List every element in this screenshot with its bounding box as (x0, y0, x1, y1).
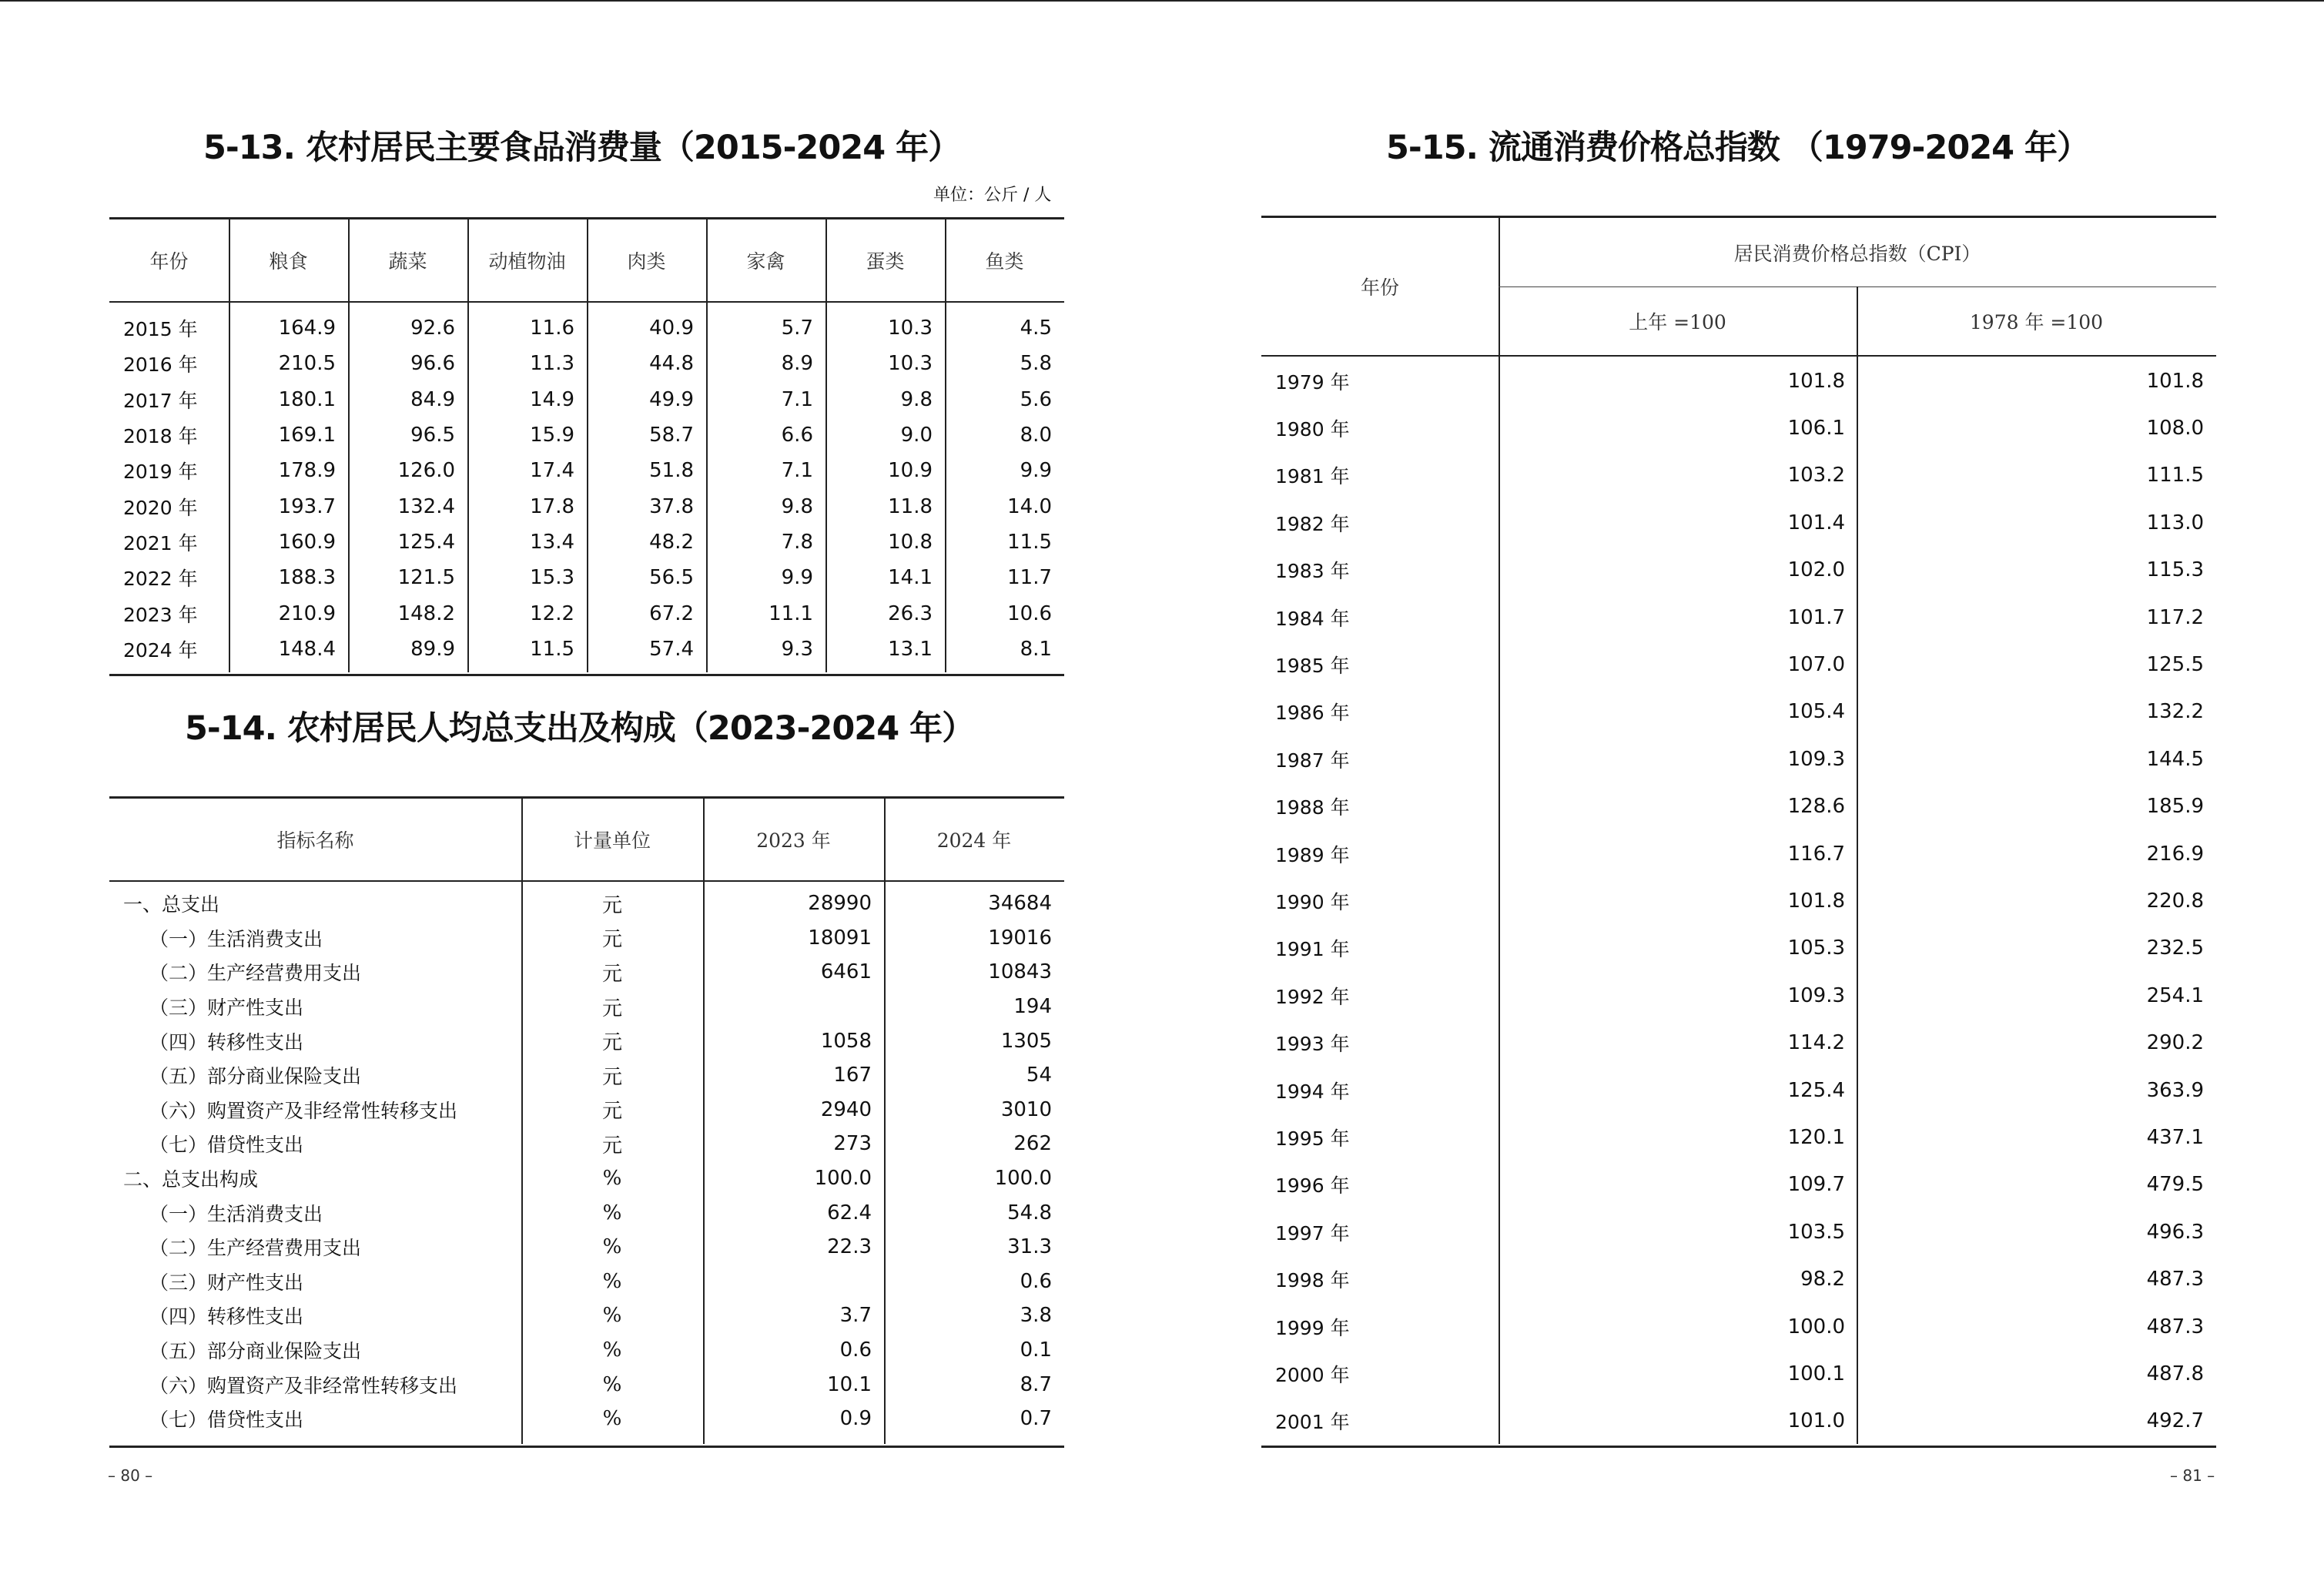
value-cell: 44.8 (649, 352, 694, 376)
unit-cell: 元 (601, 1065, 622, 1089)
value-cell: 9.9 (781, 566, 813, 590)
table-row (1261, 783, 2216, 830)
value-cell: 273 (833, 1132, 872, 1156)
year-cell: 1992 年 (1275, 985, 1350, 1008)
value-cell: 132.2 (2146, 700, 2204, 724)
value-cell: 51.8 (649, 459, 694, 483)
value-cell: 48.2 (649, 530, 694, 554)
column-divider (884, 799, 886, 1444)
value-cell: 109.7 (1787, 1173, 1845, 1197)
value-cell: 19016 (988, 926, 1052, 950)
value-cell: 144.5 (2146, 747, 2204, 771)
value-cell: 62.4 (827, 1201, 872, 1225)
value-cell: 107.0 (1787, 653, 1845, 677)
year-cell: 2022 年 (123, 568, 198, 591)
value-cell: 101.4 (1787, 511, 1845, 534)
value-cell: 14.0 (1007, 494, 1052, 518)
unit-cell: % (602, 1201, 622, 1225)
value-cell: 167 (833, 1064, 872, 1087)
year-cell: 1980 年 (1275, 418, 1350, 441)
unit-cell: 元 (601, 893, 622, 917)
table-row (1261, 1114, 2216, 1161)
table-row (109, 1333, 1064, 1368)
table-row (1261, 594, 2216, 641)
value-cell: 22.3 (827, 1235, 872, 1259)
header-cell: 蛋类 (866, 250, 905, 273)
column-divider (587, 219, 588, 672)
table-row (109, 1367, 1064, 1402)
unit-cell: 元 (601, 1134, 622, 1157)
value-cell: 17.4 (530, 459, 574, 483)
table-row (109, 955, 1064, 990)
indicator-name: （五）部分商业保险支出 (149, 1065, 362, 1088)
value-cell: 0.1 (1020, 1338, 1052, 1362)
value-cell: 9.0 (900, 424, 933, 447)
year-cell: 2024 年 (123, 638, 198, 662)
column-divider (945, 219, 946, 672)
value-cell: 10.1 (827, 1372, 872, 1396)
value-cell: 100.0 (814, 1167, 872, 1191)
indicator-name: （五）部分商业保险支出 (149, 1340, 362, 1363)
value-cell: 0.9 (839, 1407, 872, 1431)
value-cell: 210.9 (278, 601, 336, 625)
table-row (1261, 877, 2216, 924)
table-row (1261, 688, 2216, 735)
indicator-name: （四）转移性支出 (149, 1305, 304, 1328)
table-row (109, 990, 1064, 1024)
value-cell: 17.8 (530, 494, 574, 518)
value-cell: 262 (1013, 1132, 1052, 1156)
value-cell: 210.5 (278, 352, 336, 376)
value-cell: 11.1 (769, 601, 813, 625)
year-cell: 2015 年 (123, 318, 198, 341)
value-cell: 14.9 (530, 387, 574, 411)
header-year: 年份 (1360, 276, 1399, 299)
value-cell: 34684 (988, 892, 1052, 916)
value-cell: 5.6 (1020, 387, 1052, 411)
value-cell: 9.9 (1020, 459, 1052, 483)
column-divider (825, 219, 827, 672)
value-cell: 148.4 (278, 637, 336, 661)
header-cpi-group: 居民消费价格总指数（CPI） (1733, 242, 1981, 265)
value-cell: 0.6 (839, 1338, 872, 1362)
table-5-14-body (109, 882, 1064, 1446)
table-row (1261, 830, 2216, 877)
table-5-14 (109, 796, 1064, 1448)
value-cell: 13.4 (530, 530, 574, 554)
table-row (1261, 1398, 2216, 1445)
value-cell: 220.8 (2146, 889, 2204, 913)
value-cell: 178.9 (278, 459, 336, 483)
value-cell: 54 (1026, 1064, 1052, 1087)
value-cell: 31.3 (1007, 1235, 1052, 1259)
header-cell: 蔬菜 (388, 250, 427, 273)
header-cell: 指标名称 (276, 829, 354, 852)
indicator-name: （一）生活消费支出 (149, 927, 323, 950)
table-row (1261, 641, 2216, 688)
table-5-15-header (1261, 218, 2216, 357)
value-cell: 103.2 (1787, 464, 1845, 487)
unit-cell: % (602, 1338, 622, 1362)
value-cell: 125.4 (1787, 1078, 1845, 1102)
value-cell: 100.0 (994, 1167, 1052, 1191)
value-cell: 3010 (1000, 1097, 1052, 1121)
table-5-15-body (1261, 357, 2216, 1444)
table-row (1261, 452, 2216, 499)
value-cell: 96.5 (410, 424, 455, 447)
table-row (109, 1402, 1064, 1436)
table-row (109, 1058, 1064, 1093)
unit-cell: % (602, 1372, 622, 1396)
table-row (1261, 1208, 2216, 1255)
table-row (109, 1298, 1064, 1333)
value-cell: 492.7 (2146, 1409, 2204, 1433)
value-cell: 101.8 (1787, 889, 1845, 913)
value-cell: 28990 (808, 892, 872, 916)
value-cell: 100.1 (1787, 1362, 1845, 1386)
value-cell: 54.8 (1007, 1201, 1052, 1225)
value-cell: 67.2 (649, 601, 694, 625)
value-cell: 125.4 (397, 530, 455, 554)
value-cell (703, 1265, 872, 1299)
year-cell: 1985 年 (1275, 655, 1350, 678)
value-cell: 7.1 (781, 459, 813, 483)
indicator-name: （一）生活消费支出 (149, 1202, 323, 1225)
value-cell: 5.7 (781, 317, 813, 340)
top-border (0, 0, 2324, 2)
value-cell: 160.9 (278, 530, 336, 554)
year-cell: 2001 年 (1275, 1411, 1350, 1434)
value-cell: 49.9 (649, 387, 694, 411)
table-row (1261, 1020, 2216, 1067)
value-cell: 11.7 (1007, 566, 1052, 590)
value-cell: 185.9 (2146, 795, 2204, 819)
header-base-1978: 1978 年 =100 (1969, 310, 2104, 333)
value-cell: 487.3 (2146, 1315, 2204, 1338)
value-cell: 487.8 (2146, 1362, 2204, 1386)
value-cell: 169.1 (278, 424, 336, 447)
value-cell: 10843 (988, 960, 1052, 984)
unit-cell: % (602, 1235, 622, 1259)
value-cell: 101.0 (1787, 1409, 1845, 1433)
year-cell: 1989 年 (1275, 843, 1350, 866)
value-cell: 15.3 (530, 566, 574, 590)
header-cell: 2023 年 (756, 829, 831, 852)
table-row (1261, 925, 2216, 972)
unit-cell: % (602, 1304, 622, 1328)
year-cell: 1982 年 (1275, 512, 1350, 535)
value-cell: 125.5 (2146, 653, 2204, 677)
value-cell: 132.4 (397, 494, 455, 518)
value-cell (703, 990, 872, 1024)
table-row (1261, 1067, 2216, 1114)
table-5-14-header (109, 799, 1064, 882)
value-cell: 188.3 (278, 566, 336, 590)
year-cell: 1999 年 (1275, 1316, 1350, 1339)
header-cell: 肉类 (627, 250, 666, 273)
header-cell: 粮食 (269, 250, 308, 273)
year-cell: 1993 年 (1275, 1033, 1350, 1056)
year-cell: 2017 年 (123, 389, 198, 412)
value-cell: 100.0 (1787, 1315, 1845, 1338)
indicator-name: （三）财产性支出 (149, 1271, 304, 1294)
value-cell: 37.8 (649, 494, 694, 518)
value-cell: 101.8 (2146, 369, 2204, 393)
value-cell: 13.1 (888, 637, 933, 661)
unit-cell: 元 (601, 997, 622, 1020)
column-divider (706, 219, 708, 672)
year-cell: 1995 年 (1275, 1127, 1350, 1151)
value-cell: 15.9 (530, 424, 574, 447)
page-number-right: – 81 – (2170, 1466, 2215, 1485)
value-cell: 9.8 (900, 387, 933, 411)
value-cell: 84.9 (410, 387, 455, 411)
value-cell: 194 (1013, 995, 1052, 1019)
year-cell: 1991 年 (1275, 938, 1350, 961)
year-cell: 1984 年 (1275, 607, 1350, 630)
value-cell: 11.8 (888, 494, 933, 518)
value-cell: 363.9 (2146, 1078, 2204, 1102)
value-cell: 487.3 (2146, 1268, 2204, 1292)
value-cell: 11.5 (1007, 530, 1052, 554)
value-cell: 108.0 (2146, 417, 2204, 441)
table-row (109, 921, 1064, 956)
year-cell: 2000 年 (1275, 1364, 1350, 1387)
value-cell: 10.8 (888, 530, 933, 554)
indicator-name: （三）财产性支出 (149, 997, 304, 1020)
value-cell: 7.1 (781, 387, 813, 411)
table-row (1261, 972, 2216, 1019)
value-cell: 164.9 (278, 317, 336, 340)
unit-cell: 元 (601, 1100, 622, 1124)
year-cell: 2019 年 (123, 461, 198, 484)
value-cell: 111.5 (2146, 464, 2204, 487)
value-cell: 0.6 (1020, 1269, 1052, 1293)
column-divider (467, 219, 469, 672)
table-row (1261, 547, 2216, 594)
header-cell: 鱼类 (985, 250, 1024, 273)
value-cell: 92.6 (410, 317, 455, 340)
year-cell: 2018 年 (123, 425, 198, 448)
table-row (1261, 1256, 2216, 1303)
value-cell: 113.0 (2146, 511, 2204, 534)
value-cell: 10.3 (888, 352, 933, 376)
value-cell: 6461 (820, 960, 872, 984)
value-cell: 216.9 (2146, 842, 2204, 866)
table-5-13 (109, 217, 1064, 676)
header-cell: 家禽 (746, 250, 785, 273)
header-prev-year: 上年 =100 (1629, 310, 1726, 333)
value-cell: 5.8 (1020, 352, 1052, 376)
year-cell: 2020 年 (123, 496, 198, 519)
value-cell: 18091 (808, 926, 872, 950)
value-cell: 120.1 (1787, 1126, 1845, 1150)
value-cell: 148.2 (397, 601, 455, 625)
value-cell: 9.3 (781, 637, 813, 661)
year-cell: 2023 年 (123, 603, 198, 626)
value-cell: 58.7 (649, 424, 694, 447)
value-cell: 117.2 (2146, 605, 2204, 629)
column-divider (229, 219, 230, 672)
value-cell: 1305 (1000, 1029, 1052, 1053)
value-cell: 7.8 (781, 530, 813, 554)
value-cell: 6.6 (781, 424, 813, 447)
year-cell: 2016 年 (123, 353, 198, 377)
table-row (1261, 1303, 2216, 1350)
table-row (1261, 404, 2216, 451)
table-row (109, 1093, 1064, 1127)
value-cell: 254.1 (2146, 983, 2204, 1007)
value-cell: 101.7 (1787, 605, 1845, 629)
value-cell: 109.3 (1787, 747, 1845, 771)
table-5-14-title: 5-14. 农村居民人均总支出及构成（2023-2024 年） (185, 709, 975, 748)
year-cell: 1990 年 (1275, 891, 1350, 914)
year-cell: 1981 年 (1275, 465, 1350, 488)
value-cell: 114.2 (1787, 1031, 1845, 1055)
table-row (1261, 1350, 2216, 1397)
value-cell: 3.7 (839, 1304, 872, 1328)
table-row (109, 886, 1064, 921)
value-cell: 115.3 (2146, 558, 2204, 582)
indicator-name: （七）借贷性支出 (149, 1409, 304, 1432)
value-cell: 10.9 (888, 459, 933, 483)
column-divider (521, 799, 523, 1444)
table-row (109, 1127, 1064, 1161)
table-row (1261, 357, 2216, 404)
year-cell: 1983 年 (1275, 560, 1350, 583)
value-cell: 10.3 (888, 317, 933, 340)
value-cell: 479.5 (2146, 1173, 2204, 1197)
year-cell: 1979 年 (1275, 370, 1350, 394)
table-row (1261, 499, 2216, 546)
unit-cell: 元 (601, 928, 622, 952)
value-cell: 40.9 (649, 317, 694, 340)
header-cell: 计量单位 (573, 829, 651, 852)
header-cell: 动植物油 (488, 250, 566, 273)
header-cell: 年份 (149, 250, 189, 273)
value-cell: 121.5 (397, 566, 455, 590)
indicator-name: 一、总支出 (123, 893, 220, 916)
indicator-name: （六）购置资产及非经常性转移支出 (149, 1099, 458, 1122)
value-cell: 106.1 (1787, 417, 1845, 441)
unit-cell: 元 (601, 962, 622, 986)
table-row (109, 1230, 1064, 1265)
value-cell: 128.6 (1787, 795, 1845, 819)
value-cell: 56.5 (649, 566, 694, 590)
indicator-name: （二）生产经营费用支出 (149, 962, 362, 985)
value-cell: 2940 (820, 1097, 872, 1121)
value-cell: 14.1 (888, 566, 933, 590)
unit-cell: % (602, 1407, 622, 1431)
value-cell: 103.5 (1787, 1220, 1845, 1244)
indicator-name: （六）购置资产及非经常性转移支出 (149, 1374, 458, 1397)
value-cell: 105.3 (1787, 936, 1845, 960)
value-cell: 12.2 (530, 601, 574, 625)
table-row (109, 1195, 1064, 1230)
indicator-name: （七）借贷性支出 (149, 1134, 304, 1157)
year-cell: 1986 年 (1275, 702, 1350, 725)
value-cell: 96.6 (410, 352, 455, 376)
unit-cell: 元 (601, 1031, 622, 1055)
value-cell: 8.7 (1020, 1372, 1052, 1396)
year-cell: 1998 年 (1275, 1269, 1350, 1292)
value-cell: 105.4 (1787, 700, 1845, 724)
value-cell: 11.6 (530, 317, 574, 340)
value-cell: 0.7 (1020, 1407, 1052, 1431)
value-cell: 10.6 (1007, 601, 1052, 625)
year-cell: 1997 年 (1275, 1221, 1350, 1245)
table-5-15 (1261, 216, 2216, 1448)
value-cell: 89.9 (410, 637, 455, 661)
year-cell: 2021 年 (123, 531, 198, 554)
column-divider (703, 799, 705, 1444)
year-cell: 1994 年 (1275, 1080, 1350, 1103)
value-cell: 11.5 (530, 637, 574, 661)
value-cell: 26.3 (888, 601, 933, 625)
year-cell: 1988 年 (1275, 796, 1350, 819)
table-row (1261, 735, 2216, 782)
unit-cell: % (602, 1167, 622, 1191)
value-cell: 102.0 (1787, 558, 1845, 582)
table-row (109, 1265, 1064, 1299)
value-cell: 290.2 (2146, 1031, 2204, 1055)
value-cell: 496.3 (2146, 1220, 2204, 1244)
value-cell: 437.1 (2146, 1126, 2204, 1150)
page-number-left: – 80 – (108, 1466, 153, 1485)
value-cell: 232.5 (2146, 936, 2204, 960)
indicator-name: （四）转移性支出 (149, 1030, 304, 1054)
table-5-13-title: 5-13. 农村居民主要食品消费量（2015-2024 年） (203, 129, 961, 167)
indicator-name: 二、总支出构成 (123, 1168, 259, 1191)
value-cell: 3.8 (1020, 1304, 1052, 1328)
value-cell: 101.8 (1787, 369, 1845, 393)
table-row (109, 1023, 1064, 1058)
header-cell: 2024 年 (936, 829, 1012, 852)
value-cell: 57.4 (649, 637, 694, 661)
column-divider (348, 219, 350, 672)
value-cell: 11.3 (530, 352, 574, 376)
table-row (109, 1161, 1064, 1196)
value-cell: 109.3 (1787, 983, 1845, 1007)
indicator-name: （二）生产经营费用支出 (149, 1237, 362, 1260)
value-cell: 126.0 (397, 459, 455, 483)
value-cell: 1058 (820, 1029, 872, 1053)
table-5-15-title: 5-15. 流通消费价格总指数 （1979-2024 年） (1386, 129, 2090, 167)
value-cell: 193.7 (278, 494, 336, 518)
value-cell: 116.7 (1787, 842, 1845, 866)
value-cell: 8.1 (1020, 637, 1052, 661)
year-cell: 1996 年 (1275, 1174, 1350, 1198)
table-row (1261, 1161, 2216, 1208)
value-cell: 8.9 (781, 352, 813, 376)
year-cell: 1987 年 (1275, 749, 1350, 772)
value-cell: 4.5 (1020, 317, 1052, 340)
value-cell: 180.1 (278, 387, 336, 411)
value-cell: 98.2 (1800, 1268, 1845, 1292)
value-cell: 8.0 (1020, 424, 1052, 447)
unit-cell: % (602, 1269, 622, 1293)
value-cell: 9.8 (781, 494, 813, 518)
table-5-13-unit: 单位：公斤 / 人 (933, 186, 1052, 205)
